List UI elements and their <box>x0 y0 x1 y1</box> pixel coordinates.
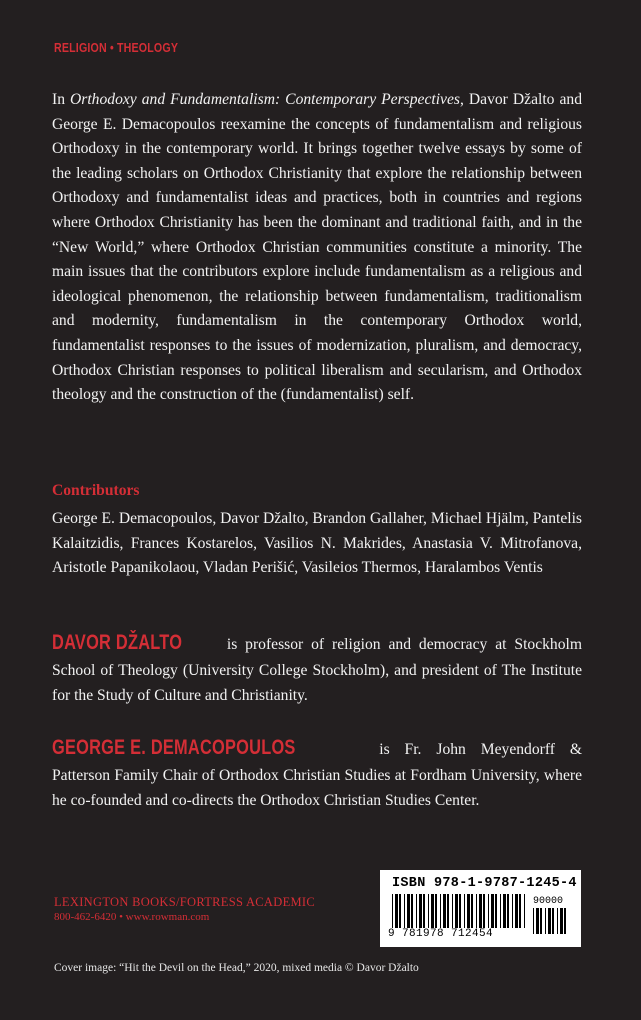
barcode-bar <box>552 908 554 934</box>
barcode-bar <box>545 908 546 934</box>
barcode-bar <box>507 894 509 928</box>
barcode-bar <box>455 894 458 928</box>
barcode-bar <box>503 894 506 928</box>
book-title: Orthodoxy and Fundamentalism: Contemporary Perspectives <box>70 91 460 108</box>
barcode-bar <box>464 894 465 928</box>
barcode-bar <box>491 894 494 928</box>
barcode-bar <box>443 894 446 928</box>
description-body: , Davor Džalto and George E. Demacopoulos reexamine the concepts of fundamentalism and religious Orthodoxy in the contemporary world. It brings together twelve essays by some of the leading scholars on Orthodox Christianity that explore the relationship between Orthodoxy and fundamentalist ideas and practices, both in countries and regions where Orthodox Christianity has been the dominant and traditional faith, and in the “New World,” where Orthodox Christian communities constitute a minority. The main issues that the contributors explore include fundamentalism as a religious and ideological phenomenon, the relationship between fundamentalism, traditionalism and modernity, fundamentalism in the contemporary Orthodox world, fundamentalist responses to the issues of modernization, pluralism, and democracy, Orthodox Christian responses to political liberalism and secularism, and Orthodox theology and the construction of the (fundamentalist) self. <box>52 91 582 404</box>
barcode-bar <box>557 908 558 934</box>
barcode-bar <box>471 894 473 928</box>
barcode-bar <box>519 894 521 928</box>
barcode-bar <box>431 894 434 928</box>
cover-image-credit: Cover image: “Hit the Devil on the Head,” 2020, mixed media © Davor Džalto <box>54 962 419 974</box>
book-description <box>52 88 582 408</box>
barcode-bar <box>476 894 477 928</box>
isbn-barcode <box>380 870 581 947</box>
barcode-bar <box>515 894 518 928</box>
barcode-bar <box>548 908 551 934</box>
barcode-bar <box>428 894 429 928</box>
contributors-heading: Contributors <box>52 482 140 499</box>
author-bio-dzalto <box>52 630 582 709</box>
barcode-bar <box>488 894 489 928</box>
author-name-dzalto: DAVOR DŽALTO <box>52 631 183 654</box>
barcode-bar <box>407 894 410 928</box>
barcode-bar <box>395 894 398 928</box>
author-bio-text: is Fr. John Meyendorff & Patterson Family Chair of Orthodox Christian Studies at Fordham University, where he co-founded and co-directs the Orthodox Christian Studies Center. <box>52 741 582 809</box>
price-code: 90000 <box>533 896 564 907</box>
barcode-bar <box>404 894 405 928</box>
description-intro: In <box>52 91 71 108</box>
publisher-contact: 800-462-6420 • www.rowman.com <box>54 911 210 923</box>
barcode-bar <box>419 894 422 928</box>
barcode-bar <box>435 894 437 928</box>
contributors-list: George E. Demacopoulos, Davor Džalto, Brandon Gallaher, Michael Hjälm, Pantelis Kalaitzidis, Frances Kostarelos, Vasilios N. Makrides, Anastasia V. Mitrofanova, Aristotle Papanikolaou, Vladan Perišić, Vasileios Thermos, Haralambos Ventis <box>52 510 582 577</box>
barcode-bar <box>533 908 534 934</box>
barcode-bar <box>440 894 441 928</box>
barcode-bar <box>459 894 461 928</box>
barcode-bar <box>495 894 497 928</box>
barcode-bar <box>560 908 563 934</box>
barcode-bars-main <box>392 894 528 928</box>
author-bio-text: is professor of religion and democracy at Stockholm School of Theology (University College Stockholm), and president of The Institute for the Study of Culture and Christianity. <box>52 636 582 704</box>
barcode-bar <box>564 908 566 934</box>
barcode-bar <box>399 894 401 928</box>
barcode-bar <box>392 894 393 928</box>
barcode-bars-price <box>533 908 569 934</box>
barcode-bar <box>452 894 453 928</box>
barcode-bar <box>500 894 501 928</box>
isbn-label: ISBN 978-1-9787-1245-4 <box>392 876 577 891</box>
author-bio-demacopoulos <box>52 735 582 814</box>
barcode-bar <box>524 894 525 928</box>
barcode-bar <box>416 894 417 928</box>
author-name-demacopoulos: GEORGE E. DEMACOPOULOS <box>52 736 296 759</box>
barcode-digits: 9 781978 712454 <box>388 928 494 940</box>
barcode-bar <box>483 894 485 928</box>
barcode-bar <box>540 908 542 934</box>
barcode-bar <box>423 894 425 928</box>
barcode-bar <box>479 894 482 928</box>
barcode-bar <box>467 894 470 928</box>
publisher-name: LEXINGTON BOOKS/FORTRESS ACADEMIC <box>54 895 316 909</box>
barcode-bar <box>411 894 413 928</box>
barcode-bar <box>447 894 449 928</box>
barcode-bar <box>512 894 513 928</box>
category-label: RELIGION • THEOLOGY <box>54 40 179 55</box>
barcode-bar <box>536 908 539 934</box>
